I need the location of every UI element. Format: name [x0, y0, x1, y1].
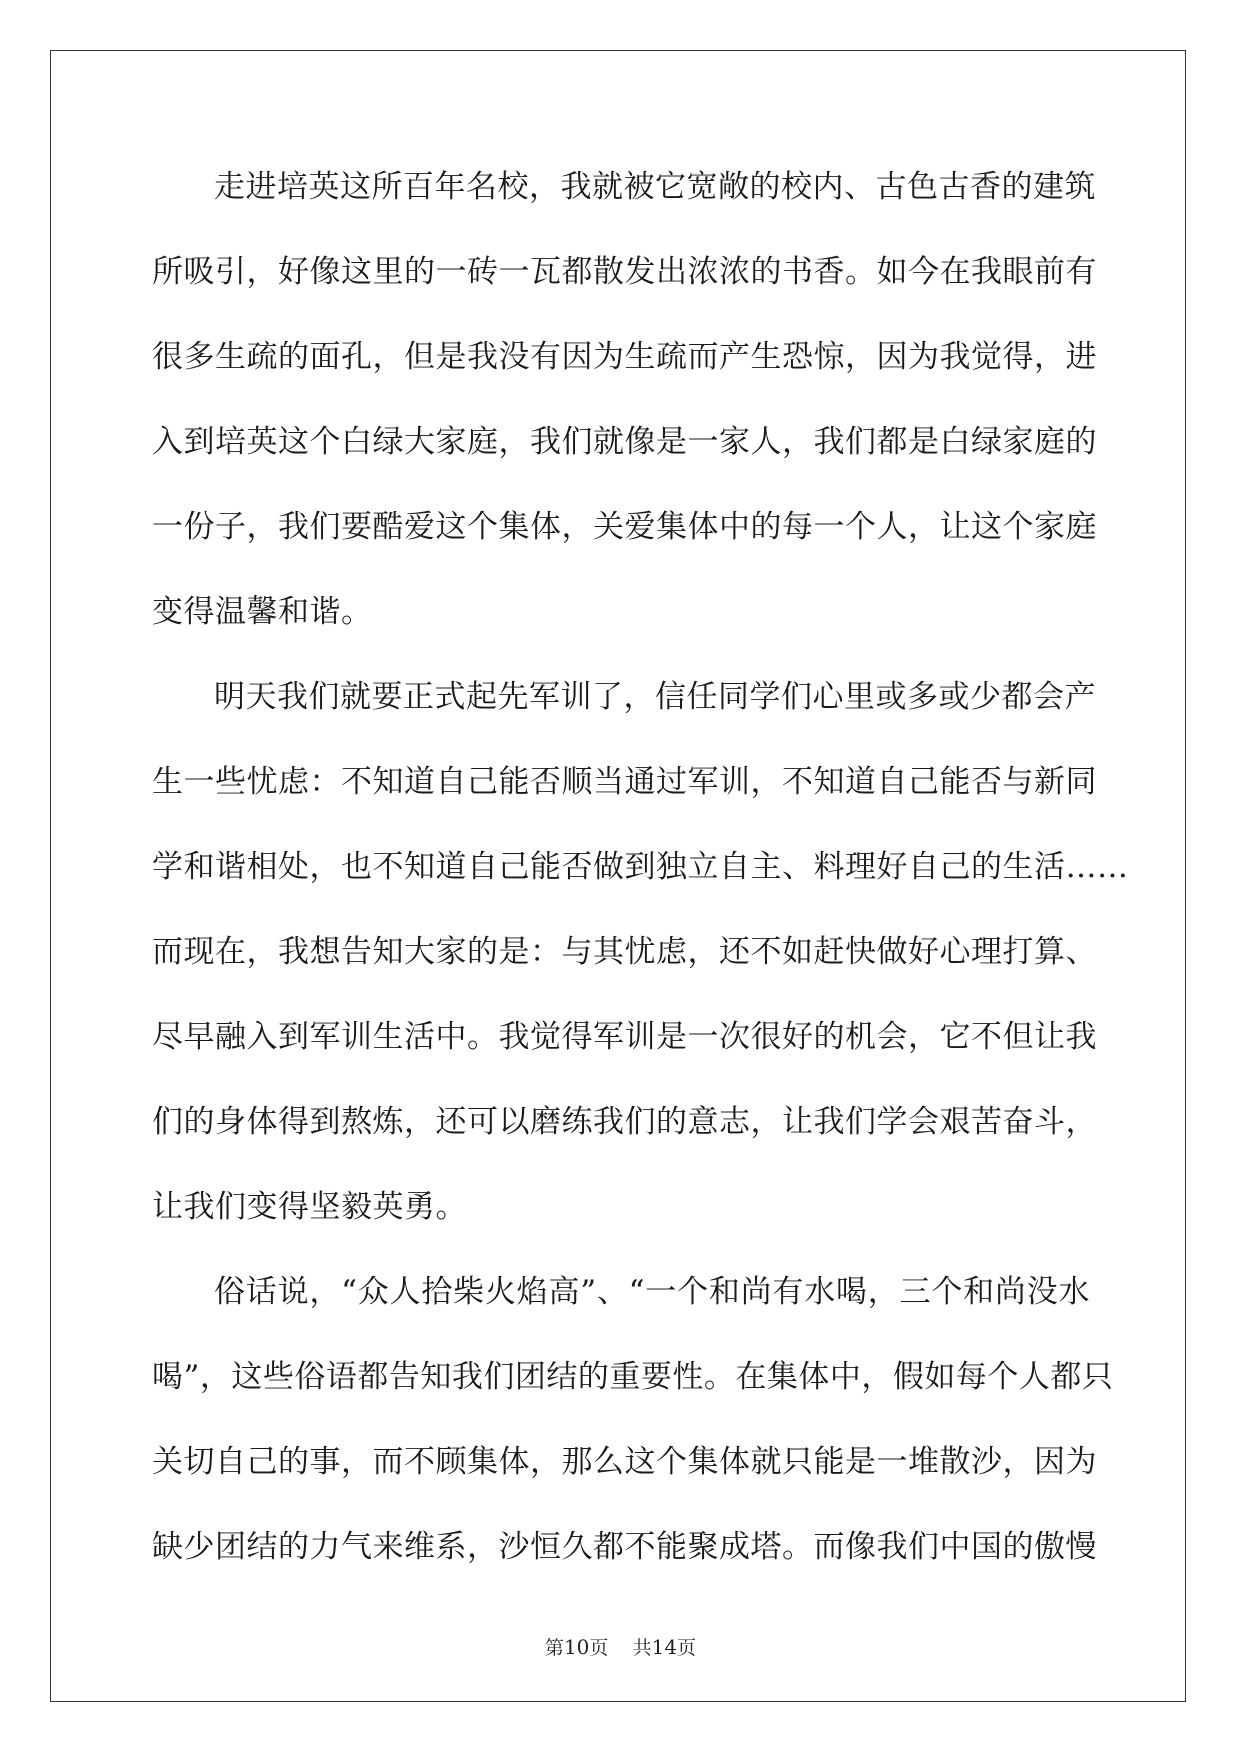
paragraph-line: 学和谐相处，也不知道自己能否做到独立自主、料理好自己的生活……	[152, 849, 1129, 885]
page-footer	[0, 1634, 1241, 1661]
paragraph-line: 而现在，我想告知大家的是：与其忧虑，还不如赶快做好心理打算、	[152, 934, 1097, 970]
paragraph-line: 明天我们就要正式起先军训了，信任同学们心里或多或少都会产	[214, 679, 1096, 715]
total-prefix: 共	[632, 1637, 652, 1659]
paragraph-line: 入到培英这个白绿大家庭，我们就像是一家人，我们都是白绿家庭的	[152, 424, 1097, 460]
paragraph-line: 所吸引，好像这里的一砖一瓦都散发出浓浓的书香。如今在我眼前有	[152, 254, 1097, 290]
paragraph-line: 喝”，这些俗语都告知我们团结的重要性。在集体中，假如每个人都只	[152, 1359, 1114, 1395]
paragraph-line: 生一些忧虑：不知道自己能否顺当通过军训，不知道自己能否与新同	[152, 764, 1097, 800]
document-body	[152, 162, 1129, 1607]
paragraph-line: 走进培英这所百年名校，我就被它宽敞的校内、古色古香的建筑	[214, 169, 1096, 205]
page-suffix: 页	[589, 1637, 609, 1659]
paragraph-line: 变得温馨和谐。	[152, 594, 373, 630]
total-suffix: 页	[677, 1637, 697, 1659]
paragraph-line: 关切自己的事，而不顾集体，那么这个集体就只能是一堆散沙，因为	[152, 1444, 1097, 1480]
paragraph-line: 俗话说，“众人拾柴火焰高”、“一个和尚有水喝，三个和尚没水	[214, 1274, 1090, 1310]
paragraph-line: 缺少团结的力气来维系，沙恒久都不能聚成塔。而像我们中国的傲慢	[152, 1529, 1097, 1565]
paragraph-line: 一份子，我们要酷爱这个集体，关爱集体中的每一个人，让这个家庭	[152, 509, 1097, 545]
paragraph-line: 尽早融入到军训生活中。我觉得军训是一次很好的机会，它不但让我	[152, 1019, 1097, 1055]
paragraph-line: 很多生疏的面孔，但是我没有因为生疏而产生恐惊，因为我觉得，进	[152, 339, 1097, 375]
page-prefix: 第	[544, 1637, 564, 1659]
page-current: 10	[563, 1635, 590, 1659]
page-total: 14	[651, 1635, 678, 1659]
paragraph-line: 们的身体得到熬炼，还可以磨练我们的意志，让我们学会艰苦奋斗，	[152, 1104, 1097, 1140]
paragraph-line: 让我们变得坚毅英勇。	[152, 1189, 467, 1225]
